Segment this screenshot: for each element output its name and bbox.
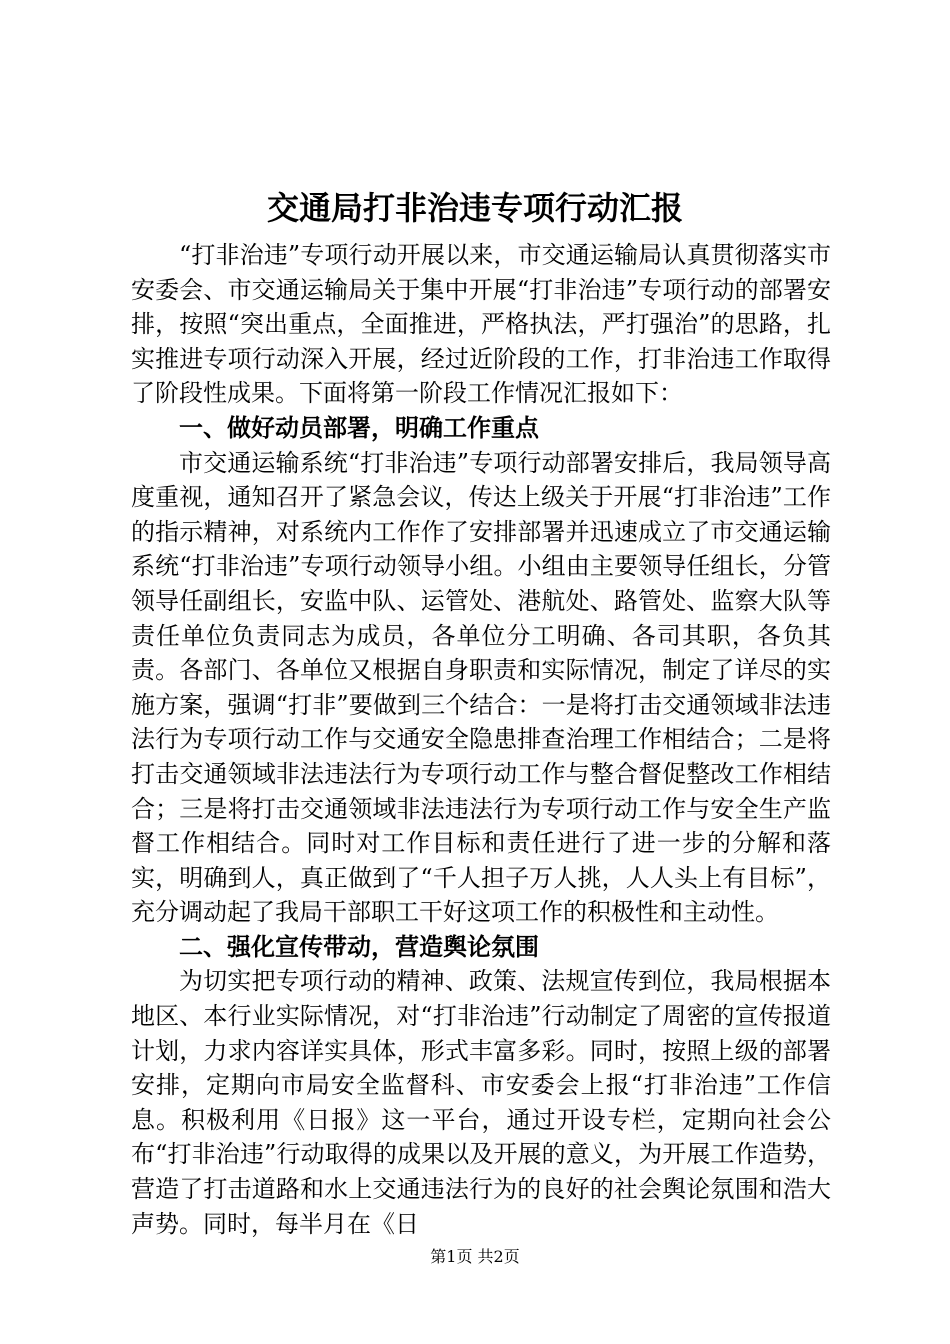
document-title: 交通局打非治违专项行动汇报 [266, 189, 683, 227]
intro-paragraph: “打非治违”专项行动开展以来，市交通运输局认真贯彻落实市安委会、市交通运输局关于集中开展“打非治违”专项行动的部署安排，按照“突出重点，全面推进，严格执法，严打强治”的思路，扎实推进专项行动深入开展，经过近阶段的工作，打非治违工作取得了阶段性成果。下面将第一阶段工作情况汇报如下： [131, 241, 831, 408]
document-body [131, 238, 831, 1241]
section-heading-2: 二、强化宣传带动，营造舆论氛围 [179, 932, 539, 961]
page-footer: 第1页 共2页 [430, 1247, 520, 1266]
section-1-paragraph: 市交通运输系统“打非治违”专项行动部署安排后，我局领导高度重视，通知召开了紧急会议，传达上级关于开展“打非治违”工作的指示精神，对系统内工作作了安排部署并迅速成立了市交通运输系统“打非治违”专项行动领导小组。小组由主要领导任组长，分管领导任副组长，安监中队、运管处、港航处、路管处、监察大队等责任单位负责同志为成员，各单位分工明确、各司其职，各负其责。各部门、各单位又根据自身职责和实际情况，制定了详尽的实施方案，强调“打非”要做到三个结合：一是将打击交通领域非法违法行为专项行动工作与交通安全隐患排查治理工作相结合；二是将打击交通领域非法违法行为专项行动工作与整合督促整改工作相结合；三是将打击交通领域非法违法行为专项行动工作与安全生产监督工作相结合。同时对工作目标和责任进行了进一步的分解和落实，明确到人，真正做到了“千人担子万人挑，人人头上有目标”，充分调动起了我局干部职工干好这项工作的积极性和主动性。 [131, 448, 831, 927]
section-2-paragraph: 为切实把专项行动的精神、政策、法规宣传到位，我局根据本地区、本行业实际情况，对“打非治违”行动制定了周密的宣传报道计划，力求内容详实具体，形式丰富多彩。同时，按照上级的部署安排，定期向市局安全监督科、市安委会上报“打非治违”工作信息。积极利用《日报》这一平台，通过开设专栏，定期向社会公布“打非治违”行动取得的成果以及开展的意义，为开展工作造势，营造了打击道路和水上交通违法行为的良好的社会舆论氛围和浩大声势。同时，每半月在《日 [131, 967, 831, 1238]
section-heading-1: 一、做好动员部署，明确工作重点 [179, 413, 539, 442]
